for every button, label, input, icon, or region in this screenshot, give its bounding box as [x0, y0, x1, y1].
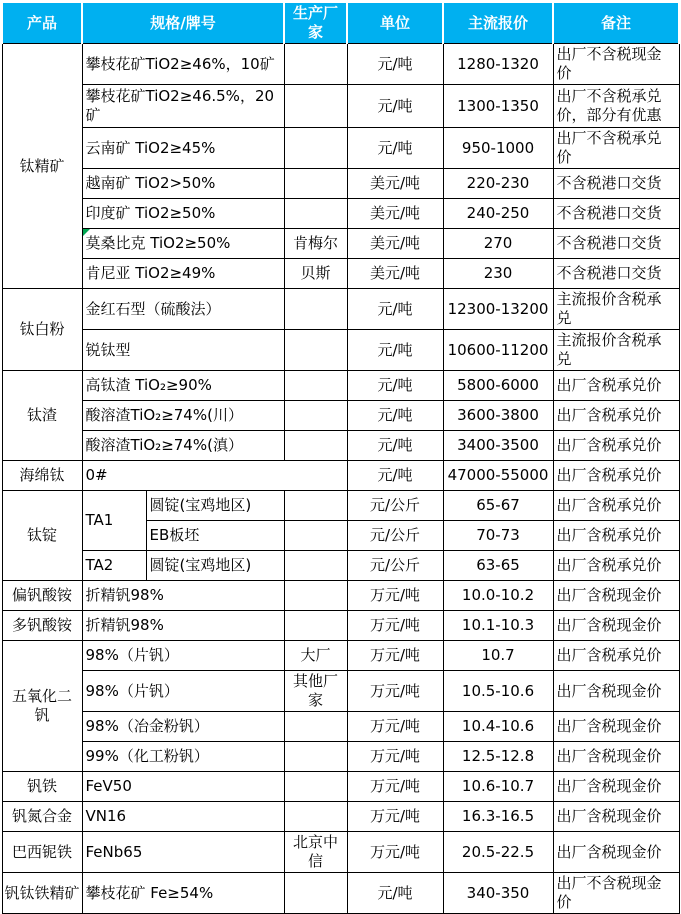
note-cell: 出厂含税现金价	[553, 832, 679, 873]
product-cell: 钛精矿	[2, 44, 82, 289]
vendor-cell	[284, 873, 347, 914]
spec-cell: 金红石型（硫酸法）	[82, 289, 284, 330]
unit-cell: 万元/吨	[347, 832, 443, 873]
note-cell: 出厂不含税现金价	[553, 44, 679, 85]
note-cell: 出厂含税承兑价	[553, 371, 679, 401]
table-row	[2, 401, 679, 431]
table-row	[2, 461, 679, 491]
note-cell: 不含税港口交货	[553, 199, 679, 229]
note-cell: 出厂含税承兑价	[553, 431, 679, 461]
vendor-cell	[284, 742, 347, 772]
spec-cell: 高钛渣 TiO₂≥90%	[82, 371, 284, 401]
vendor-cell: 大厂	[284, 641, 347, 671]
vendor-cell	[284, 44, 347, 85]
vendor-cell	[284, 401, 347, 431]
unit-cell: 万元/吨	[347, 712, 443, 742]
unit-cell: 元/吨	[347, 461, 443, 491]
header-unit: 单位	[347, 2, 443, 44]
spec-text: 莫桑比克 TiO2≥50%	[85, 234, 231, 252]
price-cell: 220-230	[443, 169, 553, 199]
unit-cell: 元/吨	[347, 873, 443, 914]
spec-cell	[82, 229, 284, 259]
vendor-cell	[284, 491, 347, 521]
unit-cell: 元/吨	[347, 330, 443, 371]
table-row	[2, 611, 679, 641]
spec-cell: 云南矿 TiO2≥45%	[82, 128, 284, 169]
price-cell: 1300-1350	[443, 85, 553, 128]
product-cell: 偏钒酸铵	[2, 581, 82, 611]
vendor-cell: 肯梅尔	[284, 229, 347, 259]
price-cell: 10.7	[443, 641, 553, 671]
note-cell: 出厂含税承兑价	[553, 641, 679, 671]
unit-cell: 万元/吨	[347, 802, 443, 832]
spec-cell: 攀枝花矿 Fe≥54%	[82, 873, 284, 914]
table-row	[2, 289, 679, 330]
note-cell: 出厂不含税承兑价	[553, 128, 679, 169]
table-row	[2, 85, 679, 128]
price-cell: 950-1000	[443, 128, 553, 169]
note-cell: 出厂含税现金价	[553, 802, 679, 832]
price-cell: 10.6-10.7	[443, 772, 553, 802]
table-row	[2, 581, 679, 611]
unit-cell: 美元/吨	[347, 199, 443, 229]
product-cell: 钛锭	[2, 491, 82, 581]
spec-cell: 印度矿 TiO2≥50%	[82, 199, 284, 229]
price-cell: 63-65	[443, 551, 553, 581]
excel-error-marker-icon	[83, 229, 90, 236]
unit-cell: 万元/吨	[347, 742, 443, 772]
note-cell: 出厂含税承兑价	[553, 521, 679, 551]
spec-cell: EB板坯	[146, 521, 284, 551]
spec-cell: VN16	[82, 802, 284, 832]
spec-cell: 攀枝花矿TiO2≥46.5%，20矿	[82, 85, 284, 128]
vendor-cell	[284, 772, 347, 802]
product-cell: 钛白粉	[2, 289, 82, 371]
spec-cell: 98%（片钒）	[82, 641, 284, 671]
unit-cell: 万元/吨	[347, 671, 443, 712]
table-row	[2, 169, 679, 199]
unit-cell: 元/吨	[347, 371, 443, 401]
table-row	[2, 229, 679, 259]
note-cell: 出厂含税现金价	[553, 772, 679, 802]
price-cell: 1280-1320	[443, 44, 553, 85]
table-row	[2, 551, 679, 581]
vendor-cell	[284, 431, 347, 461]
unit-cell: 元/公斤	[347, 521, 443, 551]
unit-cell: 元/吨	[347, 85, 443, 128]
unit-cell: 万元/吨	[347, 772, 443, 802]
table-row	[2, 832, 679, 873]
price-cell: 12.5-12.8	[443, 742, 553, 772]
spec-cell: 98%（片钒）	[82, 671, 284, 712]
spec-cell: 酸溶渣TiO₂≥74%(川）	[82, 401, 284, 431]
unit-cell: 元/吨	[347, 431, 443, 461]
note-cell: 不含税港口交货	[553, 169, 679, 199]
vendor-cell: 北京中信	[284, 832, 347, 873]
unit-cell: 万元/吨	[347, 581, 443, 611]
price-cell: 3600-3800	[443, 401, 553, 431]
header-spec: 规格/牌号	[82, 2, 284, 44]
vendor-cell	[284, 289, 347, 330]
product-cell: 多钒酸铵	[2, 611, 82, 641]
vendor-cell	[284, 169, 347, 199]
vendor-cell: 其他厂家	[284, 671, 347, 712]
table-row	[2, 802, 679, 832]
note-cell: 出厂含税承兑价	[553, 491, 679, 521]
price-cell: 47000-55000	[443, 461, 553, 491]
spec-cell: 越南矿 TiO2>50%	[82, 169, 284, 199]
unit-cell: 美元/吨	[347, 229, 443, 259]
vendor-cell	[284, 85, 347, 128]
spec-cell: FeNb65	[82, 832, 284, 873]
header-note: 备注	[553, 2, 679, 44]
grade-cell: TA1	[82, 491, 146, 551]
price-cell: 20.5-22.5	[443, 832, 553, 873]
price-cell: 230	[443, 259, 553, 289]
vendor-cell	[284, 611, 347, 641]
note-cell: 出厂含税现金价	[553, 712, 679, 742]
unit-cell: 元/吨	[347, 128, 443, 169]
table-row	[2, 128, 679, 169]
price-cell: 3400-3500	[443, 431, 553, 461]
product-cell: 巴西铌铁	[2, 832, 82, 873]
unit-cell: 元/公斤	[347, 491, 443, 521]
unit-cell: 元/吨	[347, 44, 443, 85]
header-price: 主流报价	[443, 2, 553, 44]
product-cell: 钒氮合金	[2, 802, 82, 832]
vendor-cell: 贝斯	[284, 259, 347, 289]
unit-cell: 元/吨	[347, 289, 443, 330]
spec-cell: 99%（化工粉钒）	[82, 742, 284, 772]
table-row	[2, 772, 679, 802]
vendor-cell	[284, 199, 347, 229]
page	[0, 1, 681, 911]
price-cell: 10.1-10.3	[443, 611, 553, 641]
spec-cell: 锐钛型	[82, 330, 284, 371]
note-cell: 出厂含税现金价	[553, 671, 679, 712]
note-cell: 出厂不含税承兑价，部分有优惠	[553, 85, 679, 128]
grade-cell: TA2	[82, 551, 146, 581]
vendor-cell	[284, 128, 347, 169]
price-table	[1, 1, 680, 914]
note-cell: 出厂含税承兑价	[553, 401, 679, 431]
price-cell: 270	[443, 229, 553, 259]
spec-cell: 肯尼亚 TiO2≥49%	[82, 259, 284, 289]
table-row	[2, 259, 679, 289]
table-row	[2, 199, 679, 229]
product-cell: 钛渣	[2, 371, 82, 461]
price-cell: 70-73	[443, 521, 553, 551]
product-cell: 五氧化二钒	[2, 641, 82, 772]
vendor-cell	[284, 581, 347, 611]
table-row	[2, 371, 679, 401]
spec-cell: 折精钒98%	[82, 581, 284, 611]
note-cell: 出厂含税现金价	[553, 581, 679, 611]
table-row	[2, 873, 679, 914]
price-cell: 10.5-10.6	[443, 671, 553, 712]
price-cell: 10600-11200	[443, 330, 553, 371]
unit-cell: 美元/吨	[347, 259, 443, 289]
vendor-cell	[284, 371, 347, 401]
table-row	[2, 671, 679, 712]
unit-cell: 元/公斤	[347, 551, 443, 581]
unit-cell: 万元/吨	[347, 611, 443, 641]
vendor-cell	[284, 551, 347, 581]
price-cell: 340-350	[443, 873, 553, 914]
note-cell: 出厂含税现金价	[553, 611, 679, 641]
spec-cell: 圆锭(宝鸡地区)	[146, 551, 284, 581]
table-row	[2, 330, 679, 371]
product-cell: 钒钛铁精矿	[2, 873, 82, 914]
spec-cell: 攀枝花矿TiO2≥46%，10矿	[82, 44, 284, 85]
price-cell: 10.0-10.2	[443, 581, 553, 611]
vendor-cell	[284, 712, 347, 742]
note-cell: 不含税港口交货	[553, 259, 679, 289]
table-row	[2, 742, 679, 772]
unit-cell: 万元/吨	[347, 641, 443, 671]
unit-cell: 美元/吨	[347, 169, 443, 199]
note-cell: 主流报价含税承兑	[553, 289, 679, 330]
table-row	[2, 641, 679, 671]
price-cell: 5800-6000	[443, 371, 553, 401]
table-row	[2, 44, 679, 85]
note-cell: 出厂含税现金价	[553, 742, 679, 772]
spec-cell: FeV50	[82, 772, 284, 802]
spec-cell: 酸溶渣TiO₂≥74%(滇）	[82, 431, 284, 461]
note-cell: 出厂含税承兑价	[553, 551, 679, 581]
note-cell: 出厂含税承兑价	[553, 461, 679, 491]
table-row	[2, 712, 679, 742]
note-cell: 不含税港口交货	[553, 229, 679, 259]
price-cell: 65-67	[443, 491, 553, 521]
price-cell: 240-250	[443, 199, 553, 229]
header-row	[2, 2, 679, 44]
table-row	[2, 491, 679, 521]
price-cell: 10.4-10.6	[443, 712, 553, 742]
table-row	[2, 431, 679, 461]
header-vendor: 生产厂家	[284, 2, 347, 44]
spec-cell: 98%（冶金粉钒）	[82, 712, 284, 742]
vendor-cell	[284, 521, 347, 551]
note-cell: 出厂不含税现金价	[553, 873, 679, 914]
product-cell: 钒铁	[2, 772, 82, 802]
spec-cell: 0#	[82, 461, 347, 491]
product-cell: 海绵钛	[2, 461, 82, 491]
note-cell: 主流报价含税承兑	[553, 330, 679, 371]
spec-cell: 折精钒98%	[82, 611, 284, 641]
vendor-cell	[284, 330, 347, 371]
spec-cell: 圆锭(宝鸡地区)	[146, 491, 284, 521]
vendor-cell	[284, 802, 347, 832]
unit-cell: 元/吨	[347, 401, 443, 431]
header-product: 产品	[2, 2, 82, 44]
price-cell: 12300-13200	[443, 289, 553, 330]
price-cell: 16.3-16.5	[443, 802, 553, 832]
